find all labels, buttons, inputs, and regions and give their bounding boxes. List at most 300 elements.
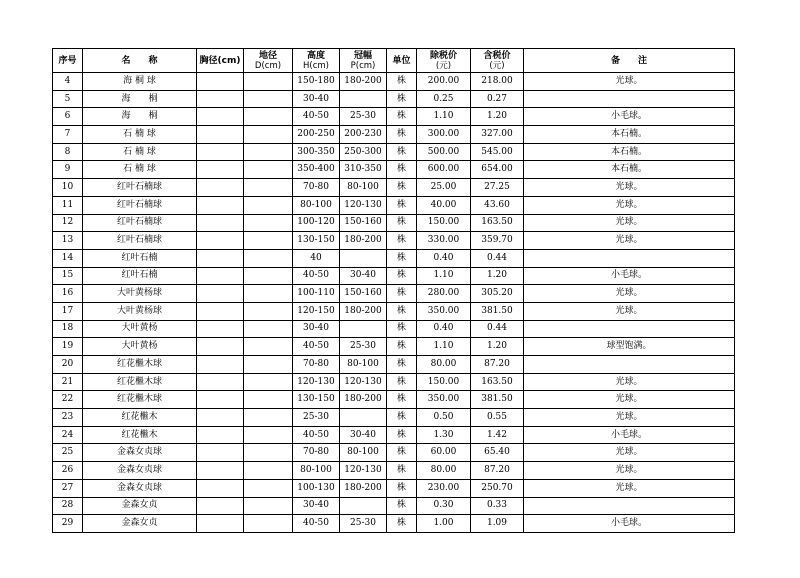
cell-seq: 9 xyxy=(53,161,83,179)
cell-dbh xyxy=(197,356,244,374)
cell-dbh xyxy=(197,338,244,356)
cell-seq: 6 xyxy=(53,108,83,126)
table-row xyxy=(53,479,735,497)
cell-taxed-price: 0.27 xyxy=(471,90,524,108)
cell-seq: 20 xyxy=(53,356,83,374)
cell-taxed-price: 0.55 xyxy=(471,409,524,427)
cell-pretax-price: 0.25 xyxy=(417,90,471,108)
cell-crown: 30-40 xyxy=(340,267,387,285)
cell-height: 100-130 xyxy=(293,479,340,497)
cell-unit: 株 xyxy=(387,479,417,497)
header-taxed-line2: (元) xyxy=(489,60,505,71)
cell-seq: 8 xyxy=(53,143,83,161)
cell-dbh xyxy=(197,143,244,161)
table-row xyxy=(53,515,735,533)
cell-crown: 310-350 xyxy=(340,161,387,179)
cell-remark xyxy=(524,249,735,267)
table-row xyxy=(53,426,735,444)
cell-seq: 14 xyxy=(53,249,83,267)
header-row xyxy=(53,49,735,73)
cell-ground-diameter xyxy=(244,338,293,356)
cell-ground-diameter xyxy=(244,356,293,374)
cell-seq: 5 xyxy=(53,90,83,108)
cell-ground-diameter xyxy=(244,302,293,320)
table-row xyxy=(53,108,735,126)
cell-height: 100-110 xyxy=(293,285,340,303)
cell-name: 海 桐 xyxy=(83,108,197,126)
cell-seq: 25 xyxy=(53,444,83,462)
cell-taxed-price: 1.20 xyxy=(471,338,524,356)
cell-pretax-price: 280.00 xyxy=(417,285,471,303)
cell-ground-diameter xyxy=(244,108,293,126)
cell-unit: 株 xyxy=(387,426,417,444)
cell-ground-diameter xyxy=(244,391,293,409)
cell-taxed-price: 163.50 xyxy=(471,373,524,391)
cell-name: 红叶石楠球 xyxy=(83,179,197,197)
header-height-line1: 高度 xyxy=(306,50,325,61)
table-row xyxy=(53,249,735,267)
cell-unit: 株 xyxy=(387,249,417,267)
table-row xyxy=(53,179,735,197)
table-row xyxy=(53,373,735,391)
cell-ground-diameter xyxy=(244,426,293,444)
cell-ground-diameter xyxy=(244,249,293,267)
cell-crown: 250-300 xyxy=(340,143,387,161)
cell-unit: 株 xyxy=(387,444,417,462)
price-table xyxy=(52,48,735,533)
cell-pretax-price: 1.10 xyxy=(417,267,471,285)
cell-remark: 本石楠。 xyxy=(524,126,735,144)
cell-pretax-price: 1.10 xyxy=(417,338,471,356)
cell-unit: 株 xyxy=(387,179,417,197)
cell-height: 80-100 xyxy=(293,196,340,214)
cell-dbh xyxy=(197,426,244,444)
cell-unit: 株 xyxy=(387,391,417,409)
cell-taxed-price: 654.00 xyxy=(471,161,524,179)
cell-remark: 光球。 xyxy=(524,444,735,462)
cell-unit: 株 xyxy=(387,320,417,338)
table-row xyxy=(53,232,735,250)
cell-remark: 小毛球。 xyxy=(524,426,735,444)
cell-unit: 株 xyxy=(387,356,417,374)
header-height xyxy=(293,49,340,73)
cell-height: 30-40 xyxy=(293,90,340,108)
cell-height: 30-40 xyxy=(293,320,340,338)
cell-remark xyxy=(524,356,735,374)
cell-pretax-price: 230.00 xyxy=(417,479,471,497)
cell-pretax-price: 1.00 xyxy=(417,515,471,533)
table-row xyxy=(53,143,735,161)
cell-height: 130-150 xyxy=(293,232,340,250)
cell-remark: 本石楠。 xyxy=(524,161,735,179)
cell-seq: 4 xyxy=(53,73,83,91)
cell-unit: 株 xyxy=(387,515,417,533)
cell-pretax-price: 60.00 xyxy=(417,444,471,462)
cell-name: 金森女贞球 xyxy=(83,479,197,497)
table-row xyxy=(53,391,735,409)
cell-name: 红花檵木球 xyxy=(83,391,197,409)
cell-remark: 小毛球。 xyxy=(524,515,735,533)
cell-ground-diameter xyxy=(244,285,293,303)
cell-height: 70-80 xyxy=(293,444,340,462)
cell-height: 130-150 xyxy=(293,391,340,409)
cell-seq: 22 xyxy=(53,391,83,409)
header-pretax-price xyxy=(417,49,471,73)
cell-pretax-price: 0.30 xyxy=(417,497,471,515)
table-row xyxy=(53,267,735,285)
cell-name: 石 楠 球 xyxy=(83,143,197,161)
cell-name: 海 桐 xyxy=(83,90,197,108)
cell-taxed-price: 381.50 xyxy=(471,391,524,409)
cell-pretax-price: 25.00 xyxy=(417,179,471,197)
cell-seq: 17 xyxy=(53,302,83,320)
cell-unit: 株 xyxy=(387,267,417,285)
cell-crown: 150-160 xyxy=(340,214,387,232)
cell-taxed-price: 1.09 xyxy=(471,515,524,533)
cell-dbh xyxy=(197,108,244,126)
table-row xyxy=(53,73,735,91)
header-taxed-price xyxy=(471,49,524,73)
cell-remark: 小毛球。 xyxy=(524,108,735,126)
cell-pretax-price: 150.00 xyxy=(417,214,471,232)
cell-height: 40-50 xyxy=(293,426,340,444)
cell-height: 40-50 xyxy=(293,515,340,533)
header-name: 名 称 xyxy=(83,49,197,73)
cell-seq: 16 xyxy=(53,285,83,303)
cell-taxed-price: 87.20 xyxy=(471,462,524,480)
cell-unit: 株 xyxy=(387,143,417,161)
cell-unit: 株 xyxy=(387,126,417,144)
cell-crown: 80-100 xyxy=(340,356,387,374)
cell-seq: 18 xyxy=(53,320,83,338)
cell-pretax-price: 350.00 xyxy=(417,391,471,409)
cell-remark: 光球。 xyxy=(524,232,735,250)
cell-height: 120-130 xyxy=(293,373,340,391)
header-remark: 备 注 xyxy=(524,49,735,73)
cell-remark: 小毛球。 xyxy=(524,267,735,285)
header-ground-line2: D(cm) xyxy=(254,60,282,71)
cell-taxed-price: 0.44 xyxy=(471,320,524,338)
cell-unit: 株 xyxy=(387,302,417,320)
cell-dbh xyxy=(197,444,244,462)
cell-taxed-price: 87.20 xyxy=(471,356,524,374)
cell-seq: 27 xyxy=(53,479,83,497)
table-row xyxy=(53,409,735,427)
cell-dbh xyxy=(197,515,244,533)
cell-dbh xyxy=(197,126,244,144)
cell-pretax-price: 350.00 xyxy=(417,302,471,320)
cell-taxed-price: 1.20 xyxy=(471,108,524,126)
cell-unit: 株 xyxy=(387,409,417,427)
table-row xyxy=(53,356,735,374)
cell-remark: 光球。 xyxy=(524,479,735,497)
table-row xyxy=(53,444,735,462)
cell-taxed-price: 359.70 xyxy=(471,232,524,250)
cell-seq: 28 xyxy=(53,497,83,515)
cell-crown: 180-200 xyxy=(340,479,387,497)
cell-name: 海 桐 球 xyxy=(83,73,197,91)
cell-crown xyxy=(340,249,387,267)
cell-unit: 株 xyxy=(387,497,417,515)
cell-name: 红叶石楠 xyxy=(83,249,197,267)
cell-ground-diameter xyxy=(244,214,293,232)
cell-name: 大叶黄杨球 xyxy=(83,285,197,303)
table-row xyxy=(53,320,735,338)
cell-unit: 株 xyxy=(387,232,417,250)
table-row xyxy=(53,214,735,232)
cell-name: 红花檵木 xyxy=(83,409,197,427)
cell-ground-diameter xyxy=(244,196,293,214)
cell-unit: 株 xyxy=(387,161,417,179)
cell-height: 80-100 xyxy=(293,462,340,480)
cell-ground-diameter xyxy=(244,373,293,391)
header-height-line2: H(cm) xyxy=(303,60,329,71)
cell-dbh xyxy=(197,249,244,267)
cell-remark: 光球。 xyxy=(524,409,735,427)
cell-crown: 180-200 xyxy=(340,232,387,250)
table-body xyxy=(53,73,735,533)
cell-taxed-price: 65.40 xyxy=(471,444,524,462)
cell-unit: 株 xyxy=(387,338,417,356)
cell-dbh xyxy=(197,302,244,320)
cell-unit: 株 xyxy=(387,73,417,91)
cell-seq: 29 xyxy=(53,515,83,533)
cell-ground-diameter xyxy=(244,497,293,515)
cell-height: 25-30 xyxy=(293,409,340,427)
cell-remark: 光球。 xyxy=(524,285,735,303)
header-crown xyxy=(340,49,387,73)
cell-unit: 株 xyxy=(387,214,417,232)
cell-remark: 本石楠。 xyxy=(524,143,735,161)
cell-ground-diameter xyxy=(244,179,293,197)
cell-dbh xyxy=(197,232,244,250)
cell-dbh xyxy=(197,479,244,497)
cell-seq: 15 xyxy=(53,267,83,285)
cell-name: 大叶黄杨球 xyxy=(83,302,197,320)
cell-ground-diameter xyxy=(244,161,293,179)
cell-pretax-price: 0.50 xyxy=(417,409,471,427)
cell-taxed-price: 27.25 xyxy=(471,179,524,197)
cell-height: 200-250 xyxy=(293,126,340,144)
cell-unit: 株 xyxy=(387,196,417,214)
cell-unit: 株 xyxy=(387,108,417,126)
cell-remark: 光球。 xyxy=(524,302,735,320)
cell-remark: 光球。 xyxy=(524,73,735,91)
header-pretax-line1: 除税价 xyxy=(429,50,457,61)
header-seq: 序号 xyxy=(53,49,83,73)
cell-height: 40 xyxy=(293,249,340,267)
cell-name: 金森女贞 xyxy=(83,497,197,515)
cell-crown: 120-130 xyxy=(340,462,387,480)
cell-name: 金森女贞球 xyxy=(83,444,197,462)
header-pretax-line2: (元) xyxy=(435,60,452,71)
cell-name: 石 楠 球 xyxy=(83,126,197,144)
header-dbh: 胸径(cm) xyxy=(197,49,244,73)
cell-remark xyxy=(524,90,735,108)
header-crown-line1: 冠幅 xyxy=(353,50,372,61)
cell-remark: 球型饱满。 xyxy=(524,338,735,356)
cell-seq: 19 xyxy=(53,338,83,356)
cell-height: 30-40 xyxy=(293,497,340,515)
cell-ground-diameter xyxy=(244,143,293,161)
cell-name: 红花檵木球 xyxy=(83,356,197,374)
cell-ground-diameter xyxy=(244,126,293,144)
cell-pretax-price: 80.00 xyxy=(417,462,471,480)
cell-dbh xyxy=(197,373,244,391)
cell-dbh xyxy=(197,90,244,108)
cell-unit: 株 xyxy=(387,90,417,108)
cell-crown: 180-200 xyxy=(340,302,387,320)
cell-crown: 120-130 xyxy=(340,196,387,214)
cell-dbh xyxy=(197,73,244,91)
cell-pretax-price: 150.00 xyxy=(417,373,471,391)
cell-crown: 200-230 xyxy=(340,126,387,144)
cell-name: 红叶石楠球 xyxy=(83,196,197,214)
cell-seq: 21 xyxy=(53,373,83,391)
cell-dbh xyxy=(197,285,244,303)
cell-ground-diameter xyxy=(244,515,293,533)
cell-crown: 180-200 xyxy=(340,73,387,91)
cell-taxed-price: 381.50 xyxy=(471,302,524,320)
cell-pretax-price: 0.40 xyxy=(417,320,471,338)
cell-unit: 株 xyxy=(387,462,417,480)
cell-name: 红花檵木球 xyxy=(83,373,197,391)
cell-pretax-price: 600.00 xyxy=(417,161,471,179)
cell-crown xyxy=(340,90,387,108)
cell-dbh xyxy=(197,161,244,179)
cell-taxed-price: 163.50 xyxy=(471,214,524,232)
cell-unit: 株 xyxy=(387,285,417,303)
cell-pretax-price: 500.00 xyxy=(417,143,471,161)
cell-remark xyxy=(524,320,735,338)
cell-taxed-price: 0.33 xyxy=(471,497,524,515)
cell-crown: 25-30 xyxy=(340,338,387,356)
cell-crown xyxy=(340,497,387,515)
cell-seq: 7 xyxy=(53,126,83,144)
cell-remark: 光球。 xyxy=(524,391,735,409)
cell-ground-diameter xyxy=(244,444,293,462)
cell-name: 金森女贞球 xyxy=(83,462,197,480)
cell-name: 石 楠 球 xyxy=(83,161,197,179)
cell-height: 100-120 xyxy=(293,214,340,232)
cell-dbh xyxy=(197,320,244,338)
cell-name: 红叶石楠球 xyxy=(83,232,197,250)
cell-dbh xyxy=(197,196,244,214)
cell-remark xyxy=(524,497,735,515)
cell-remark: 光球。 xyxy=(524,373,735,391)
cell-ground-diameter xyxy=(244,409,293,427)
cell-pretax-price: 0.40 xyxy=(417,249,471,267)
header-taxed-line1: 含税价 xyxy=(483,50,511,61)
cell-height: 40-50 xyxy=(293,338,340,356)
cell-ground-diameter xyxy=(244,73,293,91)
header-ground-line1: 地径 xyxy=(258,50,277,61)
cell-remark: 光球。 xyxy=(524,196,735,214)
cell-taxed-price: 1.20 xyxy=(471,267,524,285)
cell-pretax-price: 300.00 xyxy=(417,126,471,144)
cell-taxed-price: 305.20 xyxy=(471,285,524,303)
cell-crown: 30-40 xyxy=(340,426,387,444)
cell-dbh xyxy=(197,179,244,197)
cell-height: 300-350 xyxy=(293,143,340,161)
cell-seq: 23 xyxy=(53,409,83,427)
cell-height: 70-80 xyxy=(293,356,340,374)
cell-remark: 光球。 xyxy=(524,179,735,197)
cell-taxed-price: 1.42 xyxy=(471,426,524,444)
table-row xyxy=(53,497,735,515)
cell-crown: 150-160 xyxy=(340,285,387,303)
cell-name: 大叶黄杨 xyxy=(83,338,197,356)
table-row xyxy=(53,338,735,356)
cell-taxed-price: 43.60 xyxy=(471,196,524,214)
header-unit: 单位 xyxy=(387,49,417,73)
cell-dbh xyxy=(197,267,244,285)
cell-name: 大叶黄杨 xyxy=(83,320,197,338)
cell-seq: 11 xyxy=(53,196,83,214)
cell-taxed-price: 327.00 xyxy=(471,126,524,144)
cell-taxed-price: 0.44 xyxy=(471,249,524,267)
cell-pretax-price: 200.00 xyxy=(417,73,471,91)
cell-pretax-price: 1.30 xyxy=(417,426,471,444)
cell-height: 40-50 xyxy=(293,267,340,285)
cell-dbh xyxy=(197,391,244,409)
cell-name: 红叶石楠球 xyxy=(83,214,197,232)
header-ground-diameter xyxy=(244,49,293,73)
cell-taxed-price: 250.70 xyxy=(471,479,524,497)
cell-seq: 10 xyxy=(53,179,83,197)
cell-remark: 光球。 xyxy=(524,214,735,232)
cell-height: 120-150 xyxy=(293,302,340,320)
cell-pretax-price: 1.10 xyxy=(417,108,471,126)
cell-seq: 26 xyxy=(53,462,83,480)
cell-pretax-price: 40.00 xyxy=(417,196,471,214)
table-row xyxy=(53,126,735,144)
cell-pretax-price: 80.00 xyxy=(417,356,471,374)
cell-height: 70-80 xyxy=(293,179,340,197)
cell-taxed-price: 218.00 xyxy=(471,73,524,91)
cell-height: 40-50 xyxy=(293,108,340,126)
cell-height: 150-180 xyxy=(293,73,340,91)
cell-ground-diameter xyxy=(244,232,293,250)
cell-height: 350-400 xyxy=(293,161,340,179)
cell-crown xyxy=(340,320,387,338)
cell-dbh xyxy=(197,462,244,480)
cell-taxed-price: 545.00 xyxy=(471,143,524,161)
cell-ground-diameter xyxy=(244,320,293,338)
table-row xyxy=(53,285,735,303)
cell-ground-diameter xyxy=(244,479,293,497)
cell-crown: 80-100 xyxy=(340,444,387,462)
cell-name: 红花檵木 xyxy=(83,426,197,444)
header-crown-line2: P(cm) xyxy=(350,60,376,71)
cell-name: 金森女贞 xyxy=(83,515,197,533)
cell-crown: 80-100 xyxy=(340,179,387,197)
cell-crown: 25-30 xyxy=(340,515,387,533)
cell-unit: 株 xyxy=(387,373,417,391)
cell-ground-diameter xyxy=(244,90,293,108)
cell-crown xyxy=(340,409,387,427)
cell-dbh xyxy=(197,214,244,232)
table-row xyxy=(53,90,735,108)
cell-crown: 25-30 xyxy=(340,108,387,126)
cell-seq: 24 xyxy=(53,426,83,444)
cell-name: 红叶石楠 xyxy=(83,267,197,285)
cell-ground-diameter xyxy=(244,267,293,285)
cell-pretax-price: 330.00 xyxy=(417,232,471,250)
cell-crown: 120-130 xyxy=(340,373,387,391)
table-row xyxy=(53,462,735,480)
cell-remark: 光球。 xyxy=(524,462,735,480)
